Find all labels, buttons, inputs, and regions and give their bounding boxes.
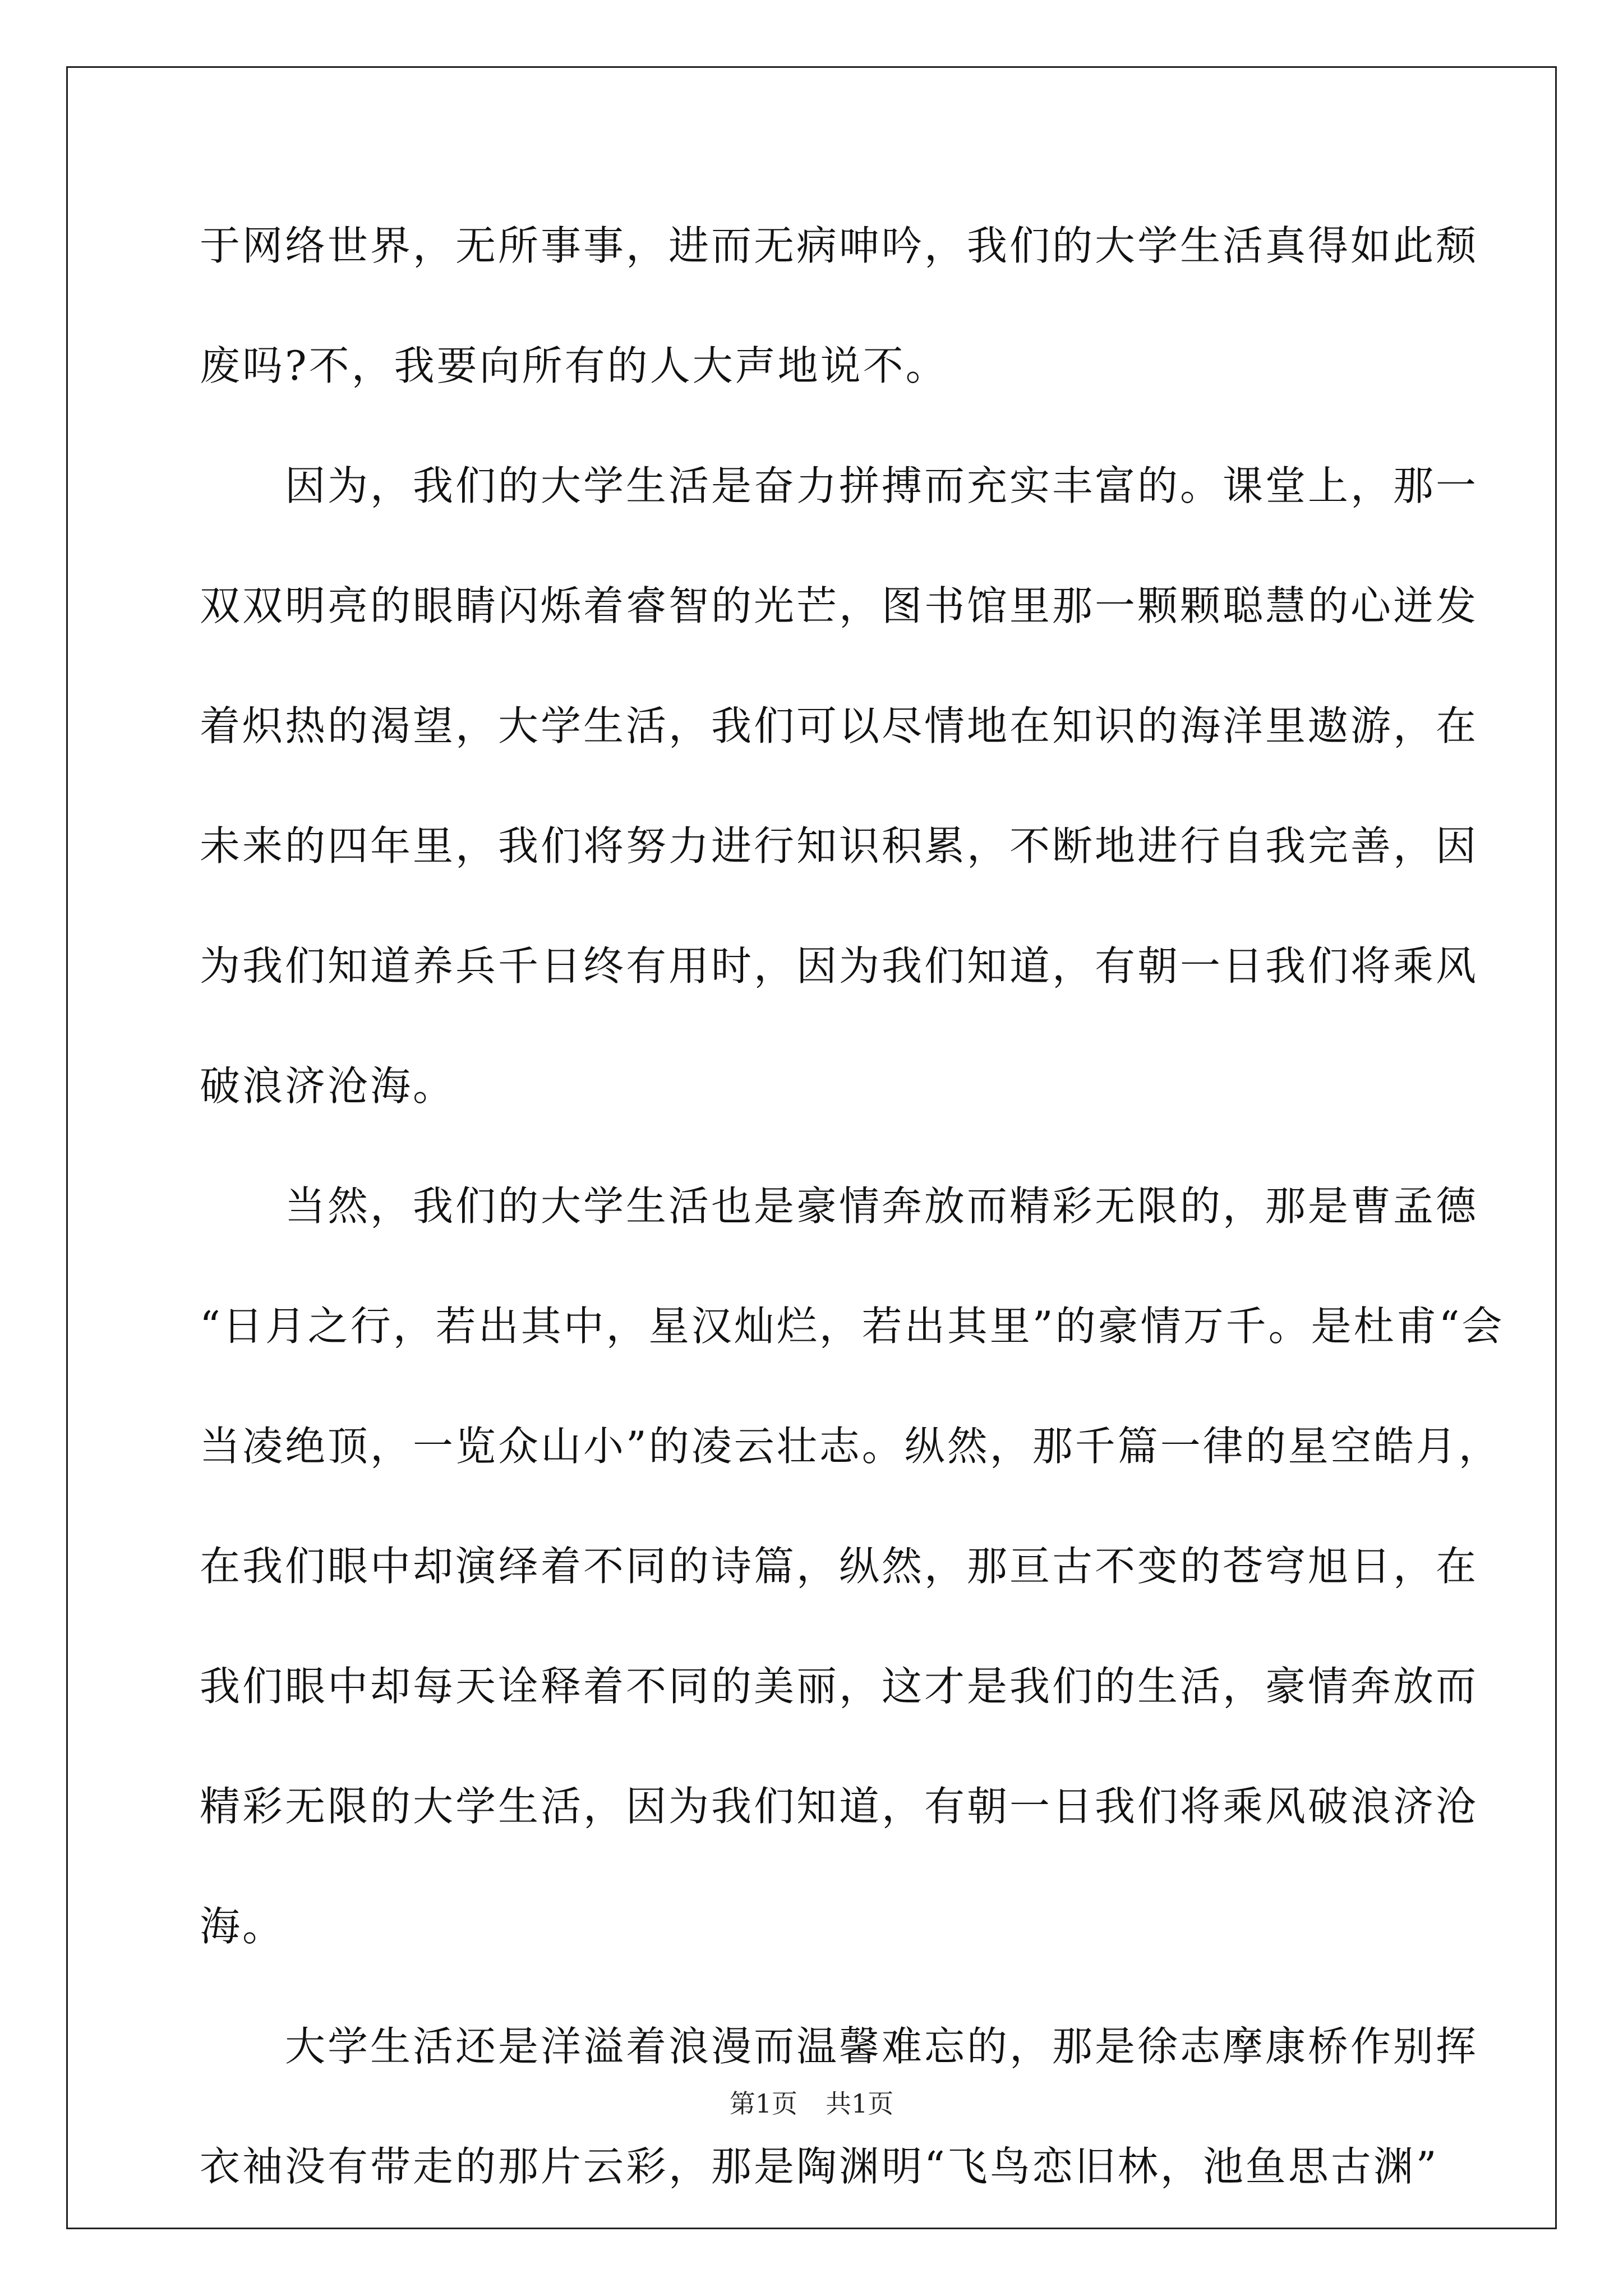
paragraph-start: 因为，我们的大学生活是奋力拼搏而充实丰富的。课堂上，那一: [285, 462, 1479, 509]
text-line: 衣袖没有带走的那片云彩，那是陶渊明“飞鸟恋旧林，池鱼思古渊”: [200, 2143, 1439, 2190]
page-total: 共1页: [826, 2088, 894, 2119]
text-line: “日月之行，若出其中，星汉灿烂，若出其里”的豪情万千。是杜甫“会: [200, 1303, 1505, 1350]
text-line: 破浪济沧海。: [200, 1062, 456, 1110]
text-line: 未来的四年里，我们将努力进行知识积累，不断地进行自我完善，因: [200, 822, 1479, 869]
text-line: 废吗?不，我要向所有的人大声地说不。: [200, 342, 948, 389]
text-line: 双双明亮的眼睛闪烁着睿智的光芒，图书馆里那一颗颗聪慧的心迸发: [200, 582, 1479, 629]
paragraph-start: 当然，我们的大学生活也是豪情奔放而精彩无限的，那是曹孟德: [285, 1182, 1479, 1230]
paragraph-start: 大学生活还是洋溢着浪漫而温馨难忘的，那是徐志摩康桥作别挥: [285, 2023, 1479, 2070]
page-number: 第1页: [729, 2088, 797, 2119]
text-line: 于网络世界，无所事事，进而无病呻吟，我们的大学生活真得如此颓: [200, 222, 1479, 269]
text-line: 当凌绝顶，一览众山小”的凌云壮志。纵然，那千篇一律的星空皓月，: [200, 1423, 1501, 1470]
text-line: 海。: [200, 1903, 285, 1950]
page-footer: [0, 2087, 1623, 2120]
text-line: 精彩无限的大学生活，因为我们知道，有朝一日我们将乘风破浪济沧: [200, 1783, 1479, 1830]
text-line: 在我们眼中却演绎着不同的诗篇，纵然，那亘古不变的苍穹旭日，在: [200, 1543, 1479, 1590]
text-line: 为我们知道养兵千日终有用时，因为我们知道，有朝一日我们将乘风: [200, 942, 1479, 990]
text-line: 我们眼中却每天诠释着不同的美丽，这才是我们的生活，豪情奔放而: [200, 1663, 1479, 1710]
text-line: 着炽热的渴望，大学生活，我们可以尽情地在知识的海洋里遨游，在: [200, 702, 1479, 749]
document-body: [200, 219, 1505, 2260]
